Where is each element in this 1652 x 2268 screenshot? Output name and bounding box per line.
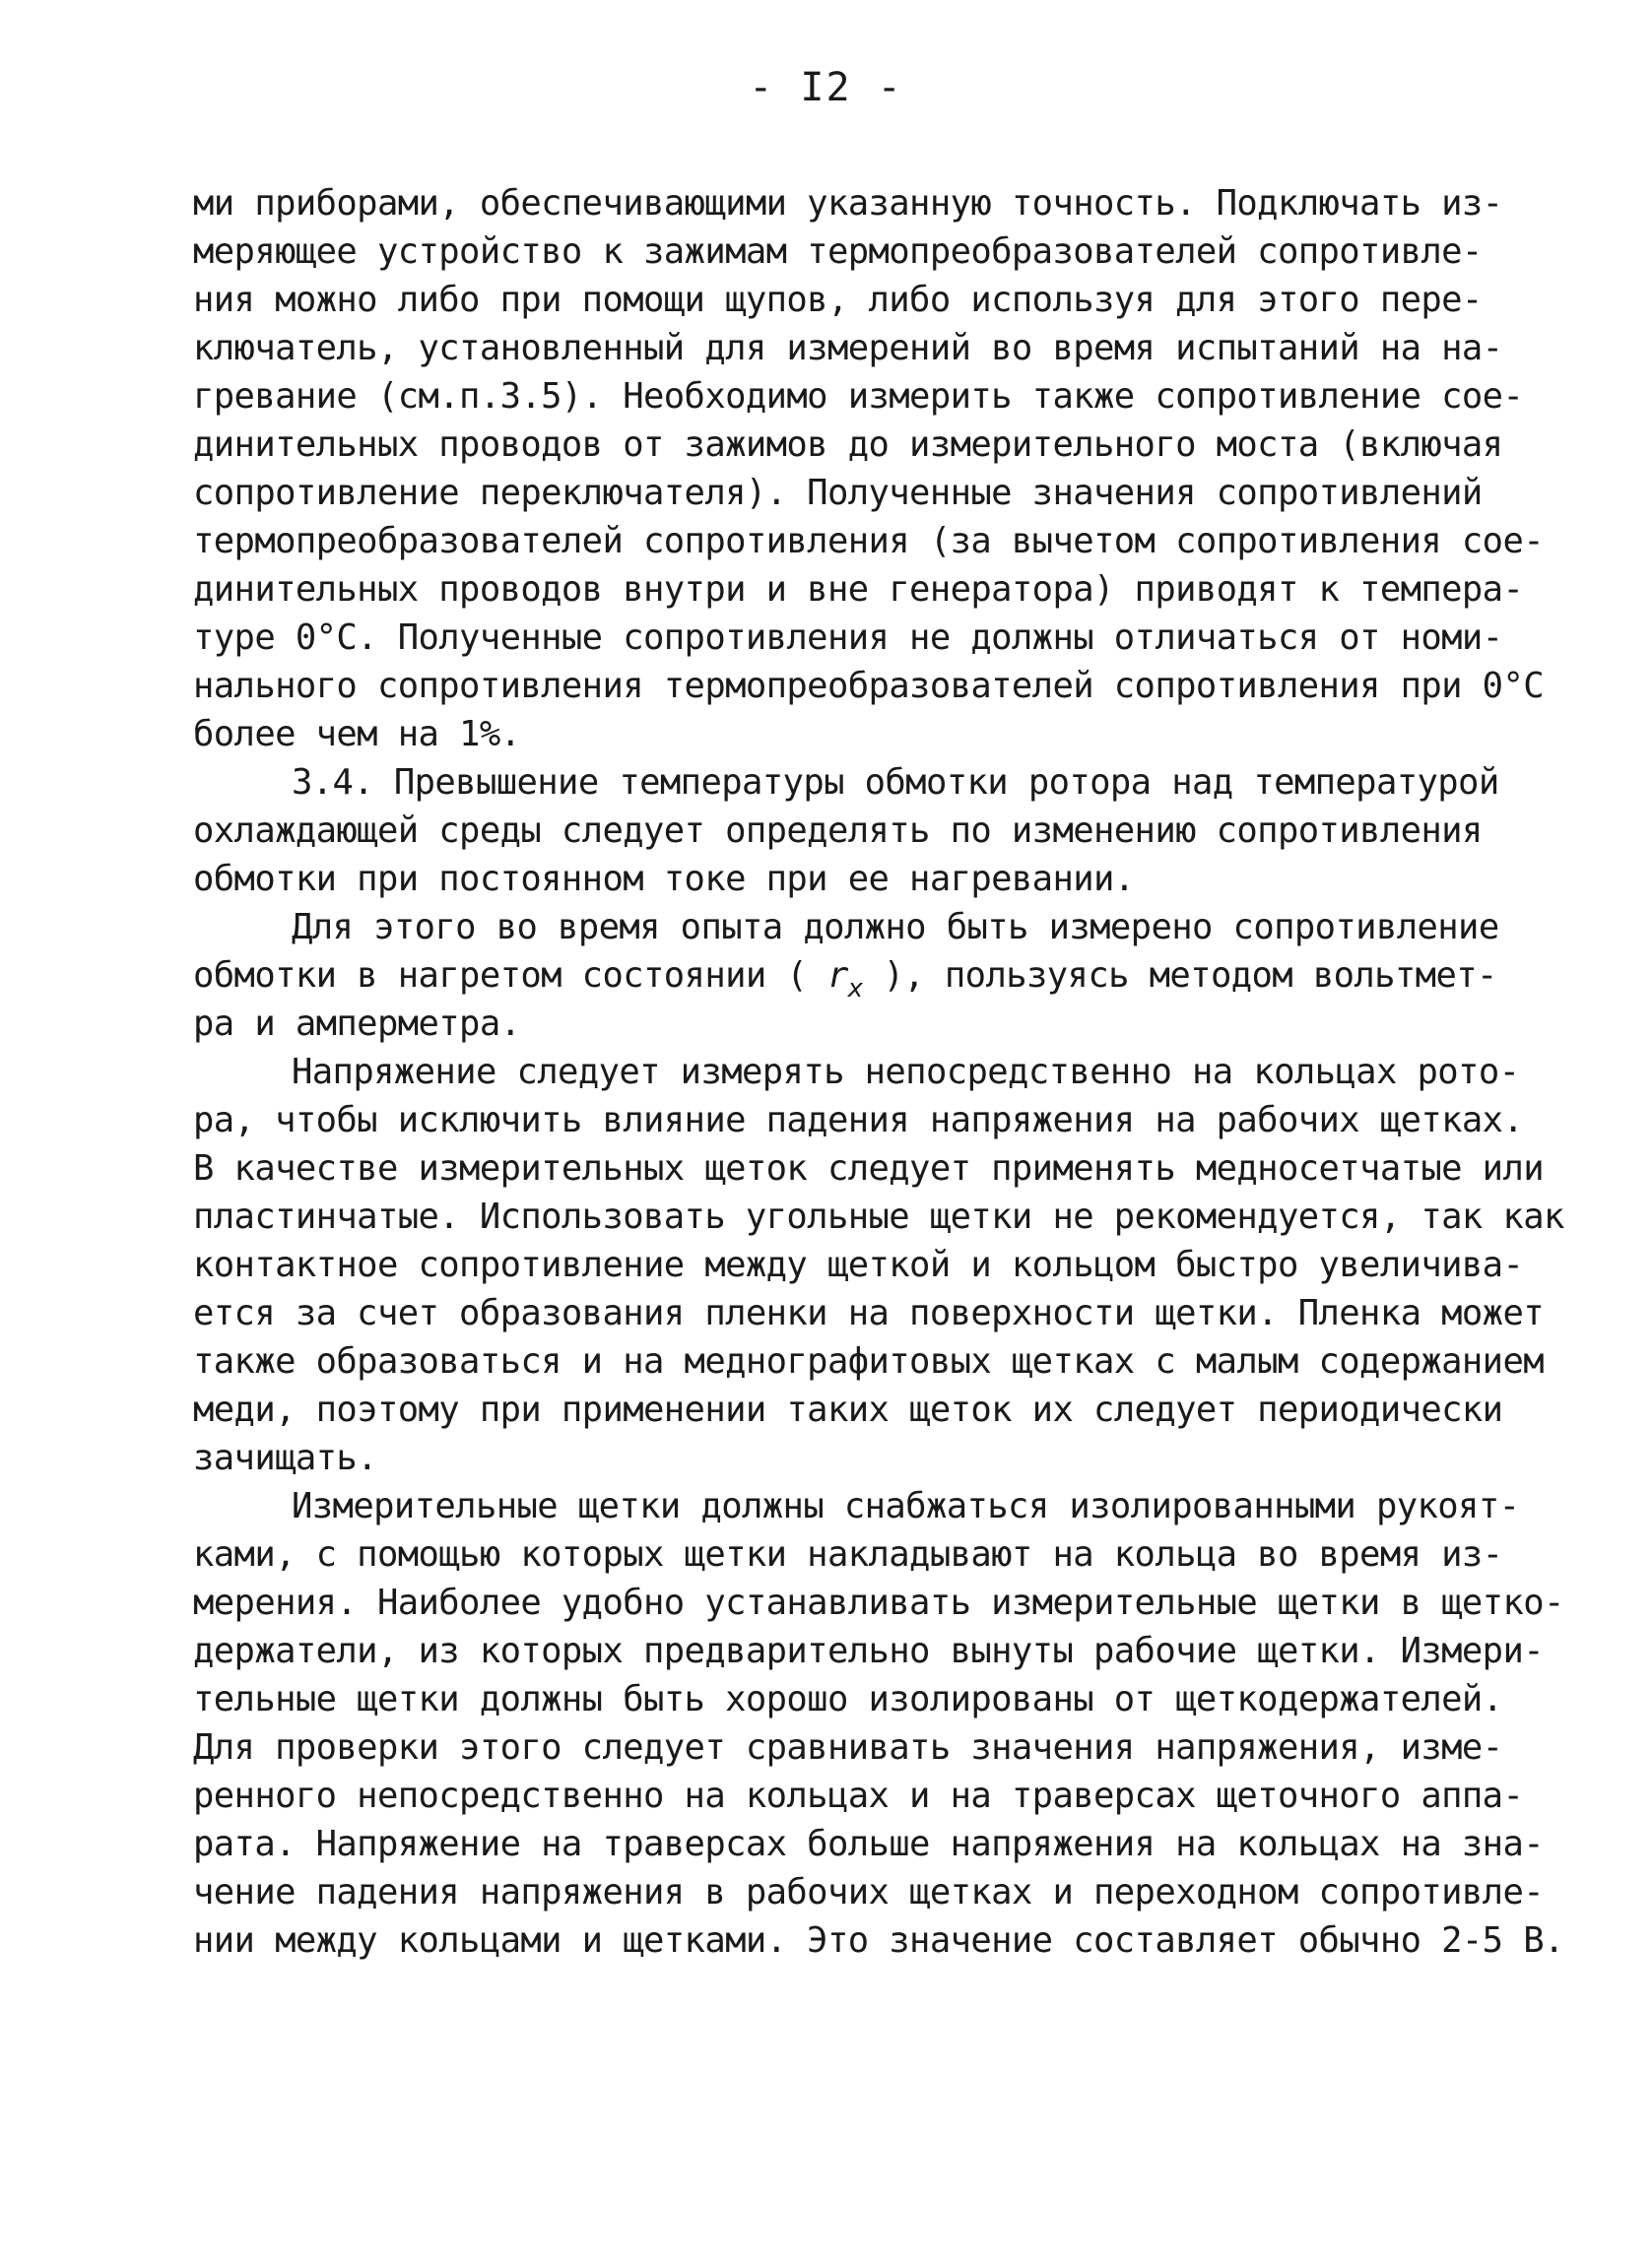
text-line: термопреобразователей сопротивления (за вычетом сопротивления сое-: [193, 521, 1545, 561]
text-line: пластинчатые. Использовать угольные щетки не рекомендуется, так как: [193, 1197, 1564, 1237]
formula-symbol-letter: r: [826, 955, 848, 996]
formula-subscript: x: [847, 974, 863, 1004]
text-line: держатели, из которых предварительно вынуты рабочие щетки. Измери-: [193, 1631, 1545, 1671]
body-text: [193, 179, 1564, 1965]
text-line: Для этого во время опыта должно быть измерено сопротивление: [292, 907, 1499, 947]
text-line: Напряжение следует измерять непосредственно на кольцах рото-: [292, 1052, 1520, 1092]
section-heading-line: 3.4. Превышение температуры обмотки ротора над температурой: [292, 762, 1499, 803]
text-line: ра, чтобы исключить влияние падения напряжения на рабочих щетках.: [193, 1100, 1524, 1140]
text-line: сопротивление переключателя). Полученные значения сопротивлений: [193, 473, 1483, 513]
text-line: обмотки при постоянном токе при ее нагревании.: [193, 859, 1135, 899]
text-line: туре 0°С. Полученные сопротивления не должны отличаться от номи-: [193, 617, 1503, 658]
text-line: Измерительные щетки должны снабжаться изолированными рукоят-: [292, 1486, 1520, 1526]
formula-symbol: [826, 955, 863, 1004]
text-line: ра и амперметра.: [193, 1004, 521, 1044]
text-line: контактное сопротивление между щеткой и кольцом быстро увеличива-: [193, 1245, 1524, 1285]
text-line: нального сопротивления термопреобразователей сопротивления при 0°С: [193, 666, 1545, 706]
text-line: зачищать.: [193, 1438, 377, 1478]
text-line: рата. Напряжение на траверсах больше напряжения на кольцах на зна-: [193, 1824, 1545, 1864]
page-number: - I2 -: [749, 65, 903, 110]
text-line: динительных проводов внутри и вне генератора) приводят к темпера-: [193, 569, 1524, 610]
text-line: нии между кольцами и щетками. Это значение составляет обычно 2-5 В.: [193, 1920, 1564, 1961]
formula-line-start: обмотки в нагретом состоянии (: [193, 955, 827, 996]
text-line: ется за счет образования пленки на поверхности щетки. Пленка может: [193, 1293, 1545, 1333]
text-line: динительных проводов от зажимов до измерительного моста (включая: [193, 424, 1503, 465]
text-line: ренного непосредственно на кольцах и на траверсах щеточного аппа-: [193, 1776, 1524, 1816]
text-line: также образоваться и на меднографитовых щетках с малым содержанием: [193, 1341, 1545, 1382]
text-line: ми приборами, обеспечивающими указанную точность. Подключать из-: [193, 183, 1503, 224]
formula-line: [193, 951, 1553, 1004]
text-line: гревание (см.п.3.5). Необходимо измерить также сопротивление сое-: [193, 376, 1524, 417]
text-line: В качестве измерительных щеток следует применять медносетчатые или: [193, 1148, 1545, 1189]
text-line: ключатель, установленный для измерений во время испытаний на на-: [193, 328, 1503, 368]
text-line: ками, с помощью которых щетки накладывают на кольца во время из-: [193, 1534, 1503, 1575]
text-line: тельные щетки должны быть хорошо изолированы от щеткодержателей.: [193, 1679, 1503, 1719]
text-line: более чем на 1%.: [193, 714, 521, 754]
formula-line-end: ), пользуясь методом вольтмет-: [862, 955, 1497, 996]
text-line: меди, поэтому при применении таких щеток их следует периодически: [193, 1390, 1503, 1430]
text-line: меряющее устройство к зажимам термопреобразователей сопротивле-: [193, 231, 1483, 272]
text-line: ния можно либо при помощи щупов, либо используя для этого пере-: [193, 280, 1483, 320]
text-line: Для проверки этого следует сравнивать значения напряжения, изме-: [193, 1727, 1503, 1768]
text-line: чение падения напряжения в рабочих щетках и переходном сопротивле-: [193, 1872, 1545, 1912]
text-line: мерения. Наиболее удобно устанавливать измерительные щетки в щетко-: [193, 1583, 1564, 1623]
text-line: охлаждающей среды следует определять по изменению сопротивления: [193, 810, 1483, 851]
